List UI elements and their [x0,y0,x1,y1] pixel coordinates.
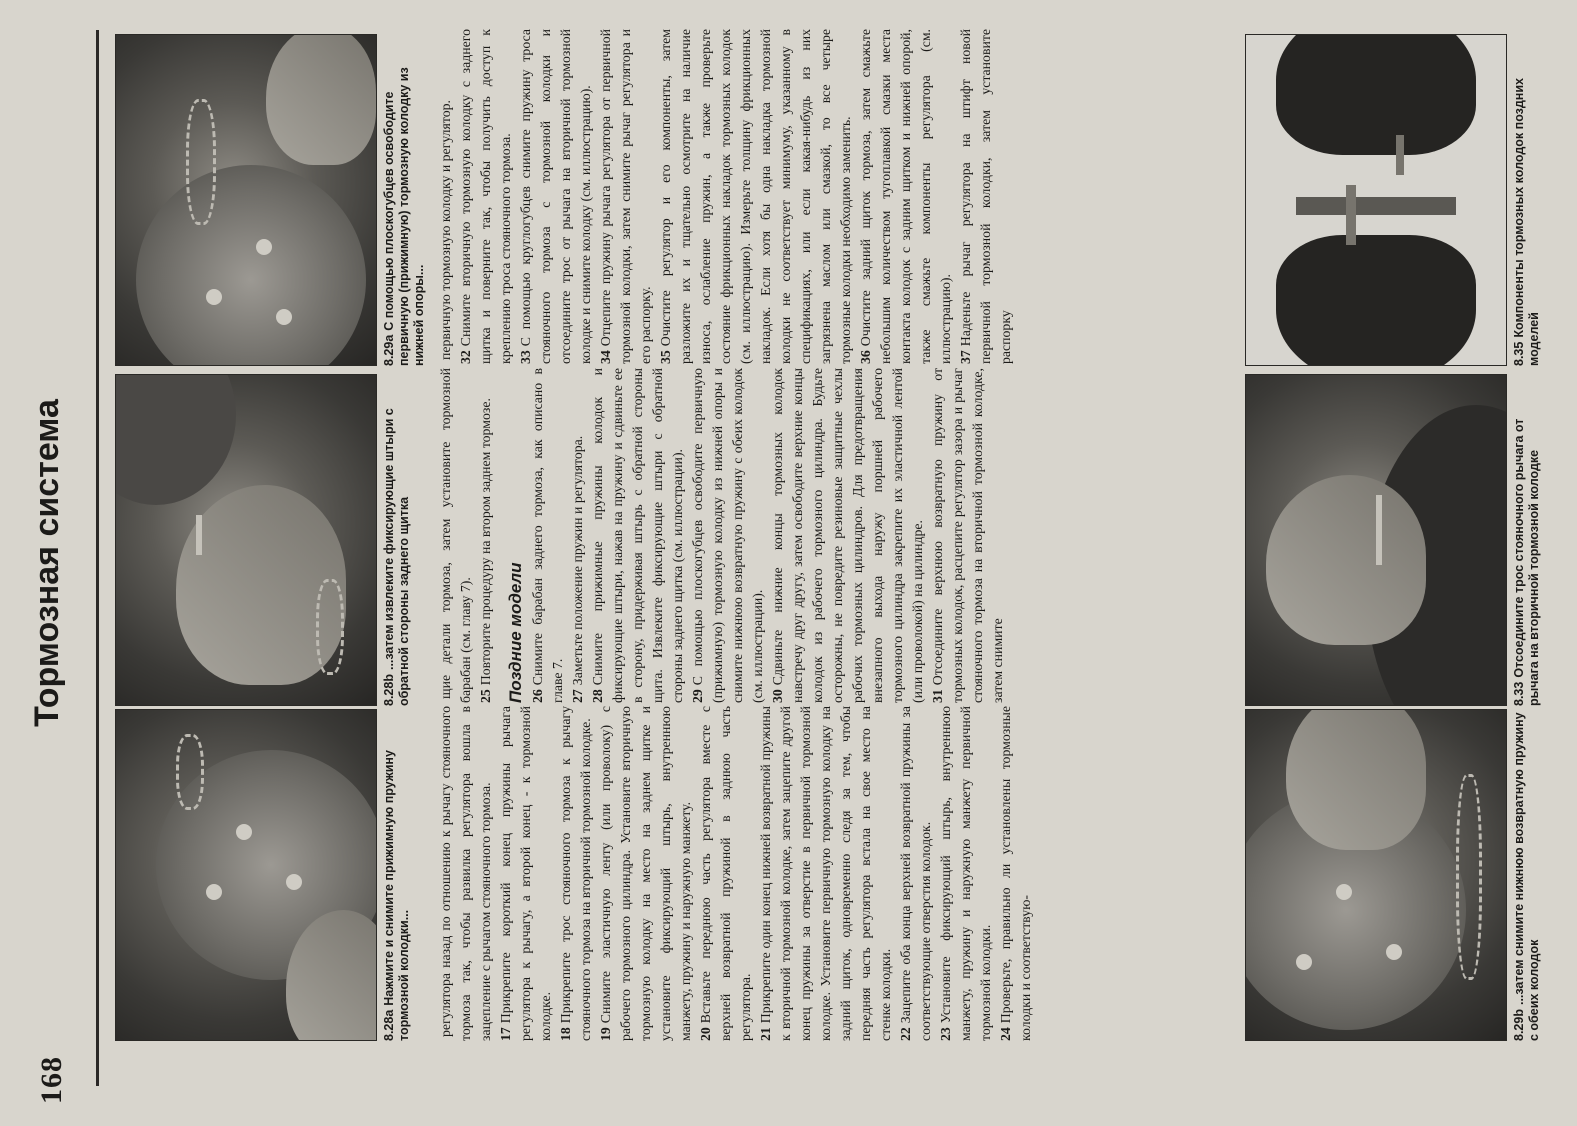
caption-number: 8.29b [1512,1009,1526,1041]
text-column-2 [436,368,1008,703]
paragraph: щие детали тормоза, затем установите тормозной барабан (см. главу 7). [438,368,473,703]
caption-text: ...затем извлеките фиксирующие штыри с обратной стороны заднего щитка [382,408,411,706]
photo-8-29a [115,34,377,366]
paragraph: 23Установите фиксирующий штырь, внутреннюю манжету, пружину и наружную манжету первичной тормозной колодки. [938,706,993,1041]
caption-number: 8.29a [382,334,396,366]
paragraph: 35Очистите регулятор и его компоненты, затем разложите их и тщательно осмотрите на наличие износа, ослабление пружин, а также проверьте состояние фрикционных накладок тормозных колодок (см. иллюстрацию). Измерьте толщину фрикционных накладок. Если хотя бы одна накладка тормозной колодки не соответствует минимуму, указанному в спецификациях, или если какая-нибудь из них загрязнена маслом или смазкой, то все четыре тормозные колодки необходимо заменить. [658,29,853,364]
caption-number: 8.28b [382,674,396,706]
caption-text: С помощью плоскогубцев освободите первичную (прижимную) тормозную колодку из нижней опоры... [382,67,426,366]
paragraph: 30Сдвиньте нижние концы тормозных колодок навстречу друг другу, затем освободите верхние концы колодок из рабочего тормозного цилиндра. Будьте осторожны, не повредите резиновые защитные чехлы рабочих тормозных цилиндров. Для предотвращения внезапного выхода наружу поршней рабочего тормозного цилиндра закрепите их эластичной лентой (или проволокой) на цилиндре. [770,368,925,703]
text-column-3 [436,29,1016,364]
caption-text: ...затем снимите нижнюю возвратную пружину с обеих колодок [1512,712,1541,1041]
caption-8-28a [382,711,432,1041]
paragraph: 17Прикрепите короткий конец пружины рычага регулятора к рычагу, а второй конец - к тормозной колодке. [498,706,553,1041]
caption-8-28b [382,376,432,706]
photo-8-33 [1245,374,1507,706]
paragraph: регулятора назад по отношению к рычагу стояночного тормоза так, чтобы развилка регулятора вошла в зацепление с рычагом стояночного тормоза. [438,706,493,1041]
paragraph: 29С помощью плоскогубцев освободите первичную (прижимную) тормозную колодку из нижней опоры и снимите нижнюю возвратную пружину с обеих колодок (см. иллюстрации). [690,368,765,703]
paragraph: 18Прикрепите трос стояночного тормоза к рычагу стояночного тормоза на вторичной тормозной колодке. [558,706,593,1041]
paragraph: первичную тормозную колодку и регулятор. [438,100,453,360]
paragraph: 34Отцепите пружину рычага регулятора от первичной тормозной колодки, затем снимите рычаг регулятора и его распорку. [598,29,653,364]
paragraph: 19Снимите эластичную ленту (или проволоку) с рабочего тормозного цилиндра. Установите вторичную тормозную колодку на место на заднем щитке и установите фиксирующий штырь, внутреннюю манжету, пружину и наружную манжету. [598,706,693,1041]
paragraph: 21Прикрепите один конец нижней возвратной пружины к вторичной тормозной колодке, затем зацепите другой конец пружины за отверстие в первичной тормозной колодке. Установите первичную тормозную колодку на задний щиток, одновременно следя за тем, чтобы передняя часть регулятора встала на свое место на стенке колодки. [758,706,893,1041]
paragraph: 25Повторите процедуру на втором заднем тормозе. [478,398,493,703]
caption-8-29b [1512,711,1562,1041]
header-rule [96,30,99,1086]
paragraph: 28Снимите прижимные пружины колодок и фиксирующие штыри, нажав на пружину и сдвиньте ее в сторону, придерживая штырь с обратной стороны щита. Извлеките фиксирующие штыри с обратной стороны заднего щитка (см. иллюстрации). [590,368,685,703]
paragraph: 24Проверьте, правильно ли установлены тормозные колодки и соответствую- [998,706,1033,1041]
photo-8-28b [115,374,377,706]
caption-number: 8.35 [1512,341,1526,366]
caption-number: 8.28a [382,1009,396,1041]
paragraph: 22Зацепите оба конца верхней возвратной пружины за соответствующие отверстия колодок. [898,706,933,1041]
caption-text: Компоненты тормозных колодок поздних моделей [1512,78,1541,366]
caption-text: Отсоедините трос стояночного рычага от рычага на вторичной тормозной колодке [1512,418,1541,706]
section-title: Тормозная система [28,399,66,727]
caption-8-29a [382,36,432,366]
paragraph: 36Очистите задний щиток тормоза, затем смажьте небольшим количеством тугоплавкой смазки места контакта колодок с задним щитком и нижней опорой, также смажьте компоненты регулятора (см. иллюстрацию). [858,29,953,364]
paragraph: 33С помощью круглогубцев снимите пружину троса стояночного тормоза с тормозной колодки и отсоедините трос от рычага на вторичной тормозной колодке и снимите колодку (см. иллюстрацию). [518,29,593,364]
caption-number: 8.33 [1512,681,1526,706]
caption-text: Нажмите и снимите прижимную пружину тормозной колодки... [382,750,411,1041]
paragraph: 27Заметьте положение пружин и регулятора. [570,435,585,703]
caption-8-35 [1512,36,1562,366]
photo-8-28a [115,709,377,1041]
paragraph: 20Вставьте переднюю часть регулятора вместе с верхней возвратной пружиной в заднюю часть регулятора. [698,706,753,1041]
text-column-1 [436,706,1036,1041]
photo-8-29b [1245,709,1507,1041]
photo-8-35 [1245,34,1507,366]
paragraph: 32Снимите вторичную тормозную колодку с заднего щитка и поверните так, чтобы получить доступ к креплению троса стояночного тормоза. [458,29,513,364]
caption-8-33 [1512,376,1562,706]
paragraph: 37Наденьте рычаг регулятора на штифт новой первичной тормозной колодки, затем установите распорку [958,29,1013,364]
paragraph: 26Снимите барабан заднего тормоза, как описано в главе 7. [530,368,565,703]
page-number: 168 [35,1056,68,1104]
paragraph: 31Отсоедините верхнюю возвратную пружину от тормозных колодок, расцепите регулятор зазора и рычаг стояночного тормоза на вторичной тормозной колодке, затем снимите [930,368,1005,703]
subheading-late-models: Поздние модели [506,562,525,703]
